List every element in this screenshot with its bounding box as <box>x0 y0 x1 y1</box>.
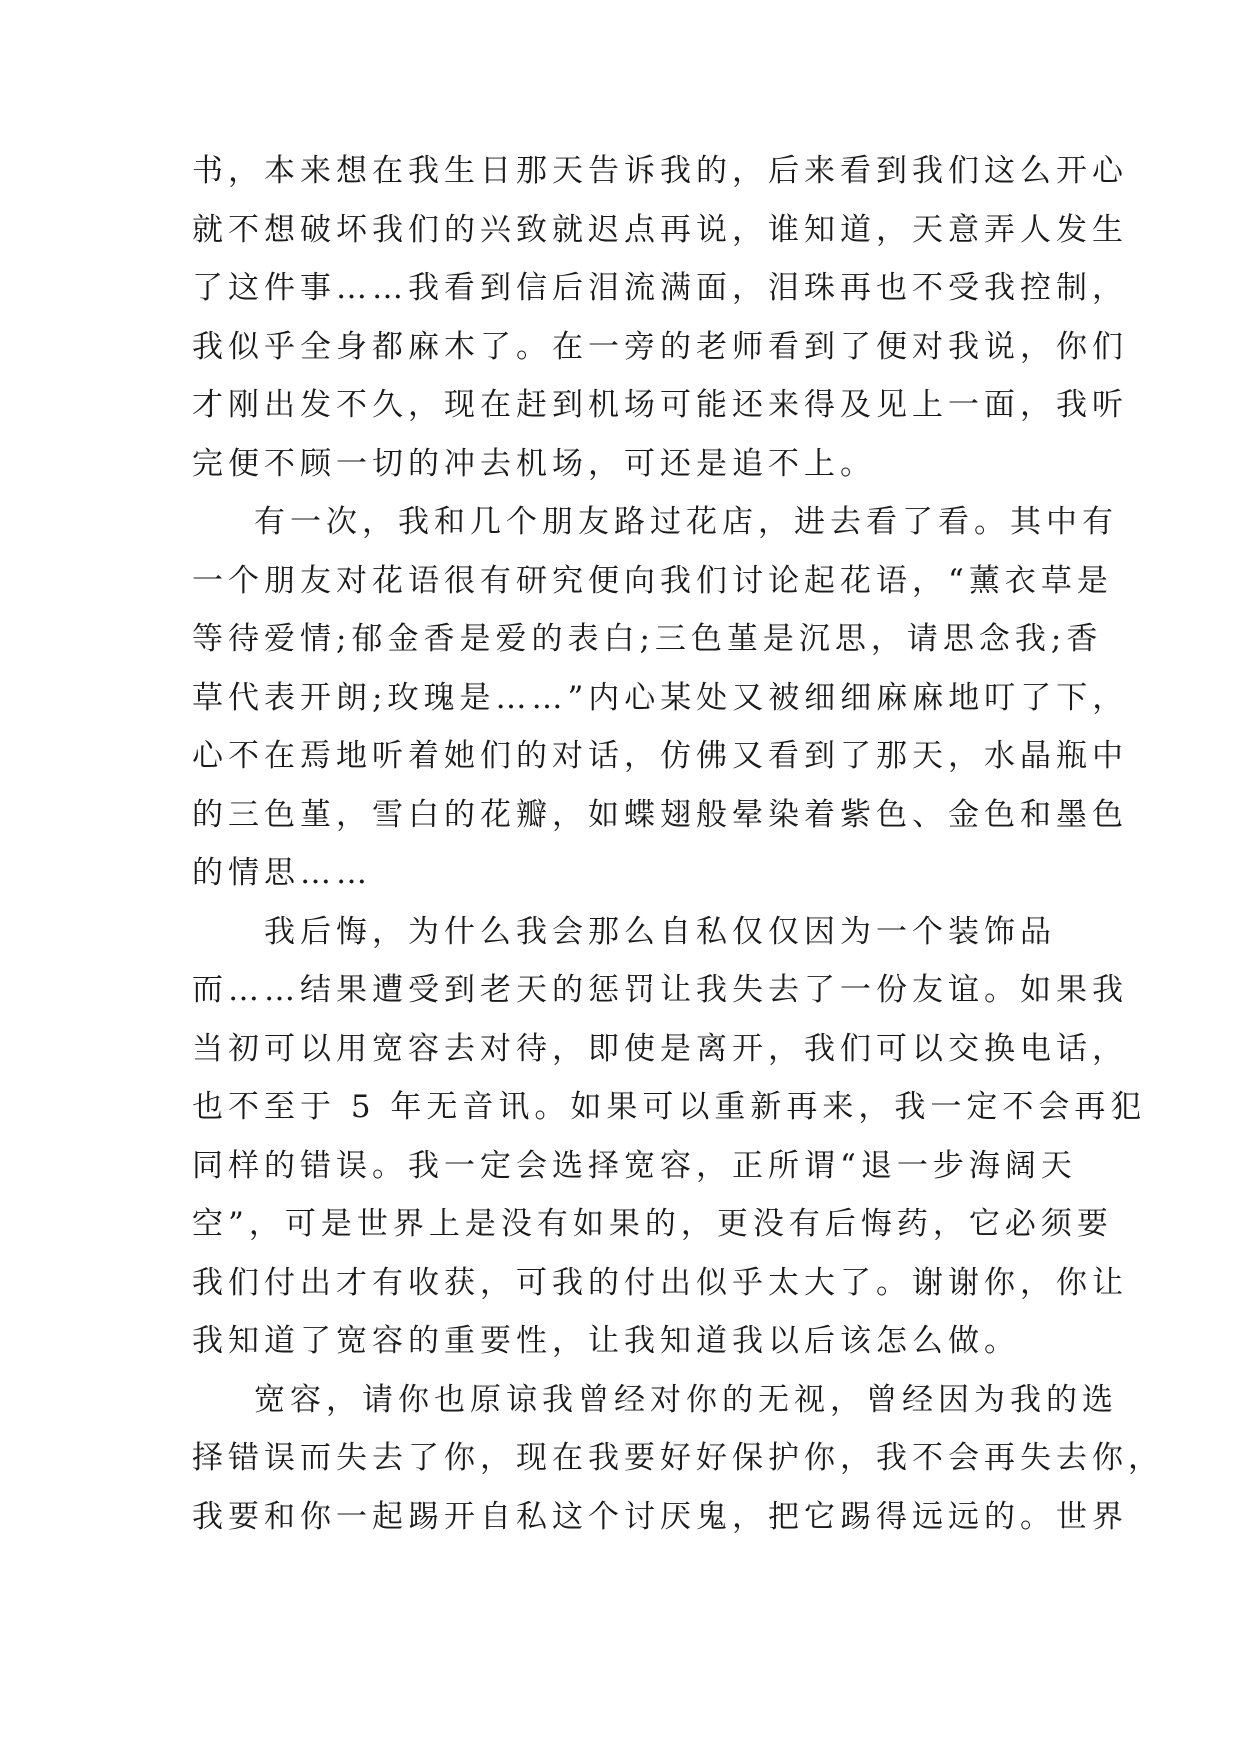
text-line: 我后悔，为什么我会那么自私仅仅因为一个装饰品 <box>264 913 1056 950</box>
text-line: 我似乎全身都麻木了。在一旁的老师看到了便对我说，你们 <box>192 328 1128 365</box>
text-line: 也不至于 5 年无音讯。如果可以重新再来，我一定不会再犯 <box>192 1089 1147 1125</box>
paragraph <box>192 903 1147 1371</box>
text-line: 而……结果遭受到老天的惩罚让我失去了一份友谊。如果我 <box>192 972 1128 1008</box>
text-line: 择错误而失去了你，现在我要好好保护你，我不会再失去你， <box>192 1440 1164 1476</box>
paragraph <box>192 142 1128 493</box>
text-line: 心不在焉地听着她们的对话，仿佛又看到了那天，水晶瓶中 <box>192 738 1128 774</box>
text-line: 我知道了宽容的重要性，让我知道我以后该怎么做。 <box>192 1323 1020 1359</box>
text-line: 有一次，我和几个朋友路过花店，进去看了看。其中有 <box>254 504 1118 540</box>
text-line: 的三色堇，雪白的花瓣，如蝶翅般晕染着紫色、金色和墨色 <box>192 796 1128 833</box>
paragraph <box>192 1371 1164 1547</box>
text-line: 同样的错误。我一定会选择宽容，正所谓“退一步海阔天 <box>192 1147 1077 1184</box>
text-line: 宽容，请你也原谅我曾经对你的无视，曾经因为我的选 <box>254 1381 1118 1418</box>
text-line: 空”，可是世界上是没有如果的，更没有后悔药，它必须要 <box>192 1206 1113 1242</box>
text-line: 完便不顾一切的冲去机场，可还是追不上。 <box>192 445 876 482</box>
text-line: 当初可以用宽容去对待，即使是离开，我们可以交换电话， <box>192 1030 1128 1067</box>
text-line: 等待爱情;郁金香是爱的表白;三色堇是沉思，请思念我;香 <box>192 621 1103 657</box>
text-line: 了这件事……我看到信后泪流满面，泪珠再也不受我控制， <box>192 270 1128 306</box>
text-line: 一个朋友对花语很有研究便向我们讨论起花语，“薰衣草是 <box>192 562 1113 599</box>
text-line: 才刚出发不久，现在赶到机场可能还来得及见上一面，我听 <box>192 387 1128 423</box>
text-line: 书，本来想在我生日那天告诉我的，后来看到我们这么开心 <box>192 153 1128 189</box>
text-line: 的情思…… <box>192 855 372 891</box>
text-line: 我们付出才有收获，可我的付出似乎太大了。谢谢你，你让 <box>192 1264 1128 1301</box>
text-line: 我要和你一起踢开自私这个讨厌鬼，把它踢得远远的。世界 <box>192 1498 1128 1535</box>
document-body <box>192 142 1164 1546</box>
text-line: 就不想破坏我们的兴致就迟点再说，谁知道，天意弄人发生 <box>192 211 1128 248</box>
paragraph <box>192 493 1129 903</box>
text-line: 草代表开朗;玫瑰是……”内心某处又被细细麻麻地叮了下， <box>192 679 1129 716</box>
